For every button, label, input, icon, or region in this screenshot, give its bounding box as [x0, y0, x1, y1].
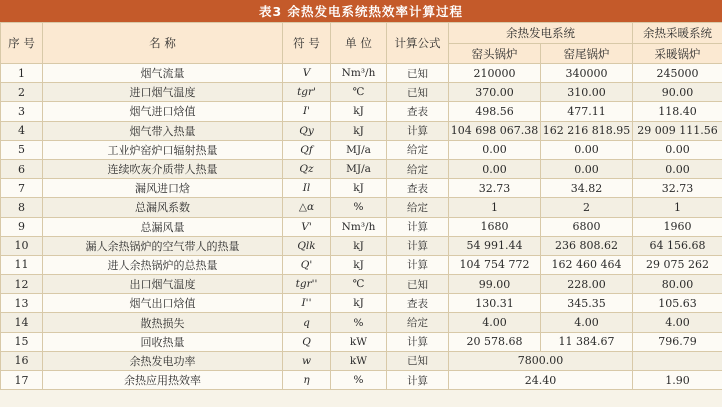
table-body — [1, 64, 722, 390]
header-symbol: 符 号 — [283, 23, 331, 64]
row-unit: kJ — [331, 236, 387, 255]
table-row — [1, 64, 722, 83]
row-symbol: Qy — [283, 121, 331, 140]
table-row — [1, 275, 722, 294]
row-unit: % — [331, 371, 387, 390]
row-symbol: △α — [283, 198, 331, 217]
value-heating: 1 — [633, 198, 722, 217]
row-unit: Nm³/h — [331, 64, 387, 83]
table-row — [1, 121, 722, 140]
table-row — [1, 159, 722, 178]
row-name: 烟气进口焓值 — [43, 102, 283, 121]
row-formula: 已知 — [387, 83, 449, 102]
header-seq: 序 号 — [1, 23, 43, 64]
row-unit: kW — [331, 332, 387, 351]
row-no: 15 — [1, 332, 43, 351]
row-no: 13 — [1, 294, 43, 313]
row-name: 出口烟气温度 — [43, 275, 283, 294]
value-kiln-head: 210000 — [449, 64, 541, 83]
value-kiln-tail: 2 — [541, 198, 633, 217]
value-heating: 796.79 — [633, 332, 722, 351]
row-name: 回收热量 — [43, 332, 283, 351]
value-kiln-head: 99.00 — [449, 275, 541, 294]
row-symbol: Qf — [283, 140, 331, 159]
value-kiln-tail: 4.00 — [541, 313, 633, 332]
row-unit: kJ — [331, 294, 387, 313]
table-row — [1, 236, 722, 255]
row-name: 连续吹灰介质带人热量 — [43, 159, 283, 178]
row-formula: 给定 — [387, 198, 449, 217]
value-kiln-tail: 6800 — [541, 217, 633, 236]
value-kiln-tail: 0.00 — [541, 140, 633, 159]
table-row — [1, 217, 722, 236]
table-row — [1, 83, 722, 102]
row-formula: 已知 — [387, 64, 449, 83]
value-heating: 245000 — [633, 64, 722, 83]
header-power-group: 余热发电系统 — [449, 23, 633, 44]
table-row — [1, 255, 722, 274]
row-no: 1 — [1, 64, 43, 83]
value-heating: 4.00 — [633, 313, 722, 332]
row-unit: kW — [331, 351, 387, 370]
value-heating: 1960 — [633, 217, 722, 236]
value-heating: 90.00 — [633, 83, 722, 102]
row-name: 工业炉窑炉口辐射热量 — [43, 140, 283, 159]
value-kiln-tail: 340000 — [541, 64, 633, 83]
row-no: 3 — [1, 102, 43, 121]
value-kiln-head: 0.00 — [449, 159, 541, 178]
row-unit: kJ — [331, 102, 387, 121]
table-row — [1, 140, 722, 159]
value-kiln-head: 104 754 772 — [449, 255, 541, 274]
table-row — [1, 294, 722, 313]
header-heating-group: 余热采暖系统 — [633, 23, 722, 44]
row-symbol: w — [283, 351, 331, 370]
value-heating: 32.73 — [633, 179, 722, 198]
row-formula: 已知 — [387, 351, 449, 370]
row-unit: kJ — [331, 255, 387, 274]
row-formula: 计算 — [387, 121, 449, 140]
row-formula: 给定 — [387, 140, 449, 159]
row-formula: 查表 — [387, 294, 449, 313]
row-name: 总漏风量 — [43, 217, 283, 236]
row-symbol: Qz — [283, 159, 331, 178]
value-heating: 80.00 — [633, 275, 722, 294]
header-heating-boiler: 采暖锅炉 — [633, 44, 722, 64]
row-name: 漏风进口焓 — [43, 179, 283, 198]
value-power-system: 24.40 — [449, 371, 633, 390]
row-unit: % — [331, 198, 387, 217]
value-kiln-tail: 162 216 818.95 — [541, 121, 633, 140]
table-row — [1, 198, 722, 217]
row-symbol: η — [283, 371, 331, 390]
row-formula: 查表 — [387, 179, 449, 198]
row-unit: ℃ — [331, 275, 387, 294]
row-unit: Nm³/h — [331, 217, 387, 236]
row-name: 进人余热锅炉的总热量 — [43, 255, 283, 274]
value-kiln-head: 32.73 — [449, 179, 541, 198]
value-kiln-head: 1680 — [449, 217, 541, 236]
row-no: 16 — [1, 351, 43, 370]
row-no: 14 — [1, 313, 43, 332]
header-unit: 单 位 — [331, 23, 387, 64]
row-no: 10 — [1, 236, 43, 255]
row-name: 余热应用热效率 — [43, 371, 283, 390]
row-no: 2 — [1, 83, 43, 102]
value-heating: 105.63 — [633, 294, 722, 313]
header-formula: 计算公式 — [387, 23, 449, 64]
row-symbol: I' — [283, 102, 331, 121]
header-name: 名 称 — [43, 23, 283, 64]
row-symbol: Qlk — [283, 236, 331, 255]
table-row — [1, 332, 722, 351]
value-heating: 0.00 — [633, 159, 722, 178]
row-formula: 给定 — [387, 313, 449, 332]
row-symbol: Q' — [283, 255, 331, 274]
value-kiln-head: 498.56 — [449, 102, 541, 121]
value-heating: 118.40 — [633, 102, 722, 121]
row-formula: 计算 — [387, 217, 449, 236]
row-no: 11 — [1, 255, 43, 274]
table-row — [1, 351, 722, 370]
row-no: 7 — [1, 179, 43, 198]
row-unit: kJ — [331, 121, 387, 140]
table-row — [1, 179, 722, 198]
value-heating: 0.00 — [633, 140, 722, 159]
row-formula: 已知 — [387, 275, 449, 294]
row-no: 4 — [1, 121, 43, 140]
value-kiln-tail: 11 384.67 — [541, 332, 633, 351]
row-symbol: I'' — [283, 294, 331, 313]
row-formula: 给定 — [387, 159, 449, 178]
row-formula: 计算 — [387, 332, 449, 351]
efficiency-table — [0, 22, 722, 390]
row-name: 进口烟气温度 — [43, 83, 283, 102]
value-heating: 29 009 111.56 — [633, 121, 722, 140]
row-unit: MJ/a — [331, 159, 387, 178]
row-symbol: tgr' — [283, 83, 331, 102]
header-kiln-head: 窑头锅炉 — [449, 44, 541, 64]
row-no: 12 — [1, 275, 43, 294]
row-name: 漏人余热锅炉的空气带人的热量 — [43, 236, 283, 255]
value-kiln-head: 370.00 — [449, 83, 541, 102]
value-kiln-head: 130.31 — [449, 294, 541, 313]
value-power-system: 7800.00 — [449, 351, 633, 370]
table-row — [1, 371, 722, 390]
row-name: 总漏风系数 — [43, 198, 283, 217]
value-heating: 29 075 262 — [633, 255, 722, 274]
row-no: 6 — [1, 159, 43, 178]
value-kiln-head: 4.00 — [449, 313, 541, 332]
row-no: 17 — [1, 371, 43, 390]
row-unit: kJ — [331, 179, 387, 198]
header-kiln-tail: 窑尾锅炉 — [541, 44, 633, 64]
row-symbol: V' — [283, 217, 331, 236]
row-symbol: q — [283, 313, 331, 332]
value-kiln-tail: 477.11 — [541, 102, 633, 121]
row-formula: 查表 — [387, 102, 449, 121]
row-formula: 计算 — [387, 255, 449, 274]
row-name: 烟气出口焓值 — [43, 294, 283, 313]
value-kiln-head: 54 991.44 — [449, 236, 541, 255]
value-kiln-tail: 228.00 — [541, 275, 633, 294]
value-heating: 64 156.68 — [633, 236, 722, 255]
row-symbol: tgr'' — [283, 275, 331, 294]
row-no: 8 — [1, 198, 43, 217]
row-formula: 计算 — [387, 371, 449, 390]
value-heating — [633, 351, 722, 370]
value-kiln-head: 20 578.68 — [449, 332, 541, 351]
value-kiln-tail: 162 460 464 — [541, 255, 633, 274]
table-row — [1, 313, 722, 332]
row-unit: MJ/a — [331, 140, 387, 159]
row-no: 9 — [1, 217, 43, 236]
row-name: 散热损失 — [43, 313, 283, 332]
row-no: 5 — [1, 140, 43, 159]
row-symbol: V — [283, 64, 331, 83]
row-unit: % — [331, 313, 387, 332]
value-kiln-tail: 0.00 — [541, 159, 633, 178]
value-kiln-tail: 345.35 — [541, 294, 633, 313]
row-formula: 计算 — [387, 236, 449, 255]
value-kiln-head: 1 — [449, 198, 541, 217]
value-kiln-head: 104 698 067.38 — [449, 121, 541, 140]
value-heating: 1.90 — [633, 371, 722, 390]
row-unit: ℃ — [331, 83, 387, 102]
value-kiln-tail: 236 808.62 — [541, 236, 633, 255]
table-row — [1, 102, 722, 121]
value-kiln-tail: 310.00 — [541, 83, 633, 102]
value-kiln-tail: 34.82 — [541, 179, 633, 198]
row-symbol: Il — [283, 179, 331, 198]
row-symbol: Q — [283, 332, 331, 351]
value-kiln-head: 0.00 — [449, 140, 541, 159]
row-name: 烟气流量 — [43, 64, 283, 83]
row-name: 余热发电功率 — [43, 351, 283, 370]
row-name: 烟气带入热量 — [43, 121, 283, 140]
table-title: 表3 余热发电系统热效率计算过程 — [0, 0, 722, 22]
